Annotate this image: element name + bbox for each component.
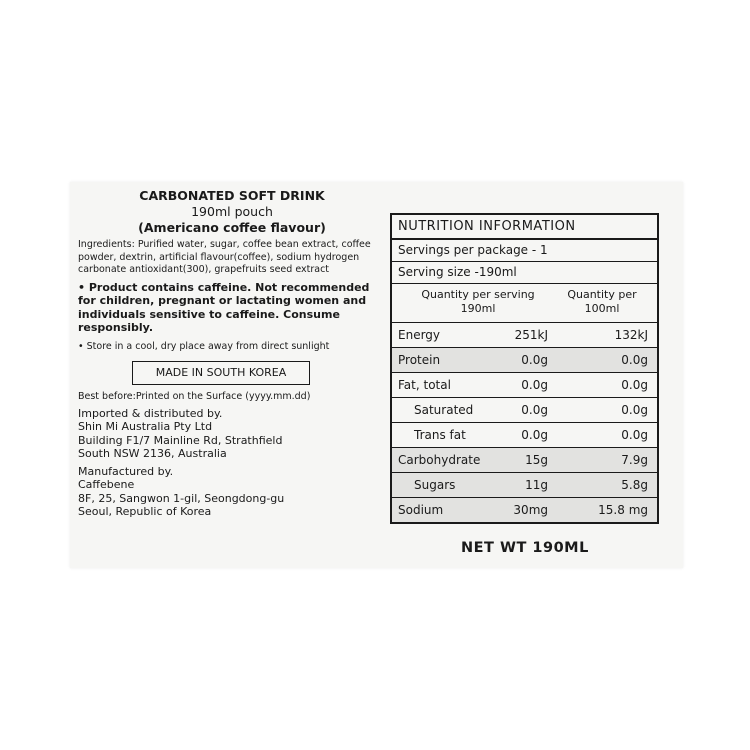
manufacturer-line: Seoul, Republic of Korea <box>78 505 212 518</box>
per-serving-header <box>412 288 544 316</box>
per-100ml-value: 7.9g <box>621 453 648 467</box>
per-serving-value: 15g <box>525 453 548 467</box>
manufacturer-line: Manufactured by. <box>78 464 174 478</box>
per-serving-value: 0.0g <box>521 403 548 417</box>
per-serving-value: 30mg <box>513 503 548 517</box>
per-100ml-value: 15.8 mg <box>598 503 648 517</box>
nutrition-column-header <box>392 284 657 323</box>
per-100ml-value: 0.0g <box>621 403 648 417</box>
importer-block <box>78 407 386 461</box>
per-serving-header-sub: 190ml <box>460 302 496 315</box>
nutrition-row-protein <box>392 348 657 373</box>
per-serving-value: 251kJ <box>514 328 548 342</box>
made-in-badge: MADE IN SOUTH KOREA <box>132 361 310 385</box>
nutrition-row-trans-fat <box>392 423 657 448</box>
per-serving-value: 0.0g <box>521 428 548 442</box>
nutrient-name: Saturated <box>414 403 474 417</box>
per-serving-value: 0.0g <box>521 378 548 392</box>
nutrition-row-carbohydrate <box>392 448 657 473</box>
nutrient-name: Carbohydrate <box>398 453 481 467</box>
label-left-panel <box>78 188 386 519</box>
caffeine-warning: • Product contains caffeine. Not recommended for children, pregnant or lactating women and individuals sensitive to caffeine. Consume responsibly. <box>78 280 370 334</box>
per-100ml-value: 5.8g <box>621 478 648 492</box>
nutrition-row-sugars <box>392 473 657 498</box>
serving-size: Serving size -190ml <box>392 262 657 284</box>
nutrient-name: Fat, total <box>398 378 451 392</box>
per-100ml-header-label: Quantity per <box>567 288 637 301</box>
per-serving-value: 11g <box>525 478 548 492</box>
product-type-title: CARBONATED SOFT DRINK <box>139 188 325 203</box>
per-100ml-value: 132kJ <box>614 328 648 342</box>
net-weight: NET WT 190ML <box>461 540 589 556</box>
product-size: 190ml pouch <box>191 204 273 219</box>
nutrition-row-energy <box>392 323 657 348</box>
importer-line: Shin Mi Australia Pty Ltd <box>78 420 213 433</box>
nutrient-name: Sugars <box>414 478 456 492</box>
nutrient-name: Energy <box>398 328 441 342</box>
storage-instructions: • Store in a cool, dry place away from direct sunlight <box>78 340 330 352</box>
importer-line: South NSW 2136, Australia <box>78 447 227 460</box>
nutrient-name: Sodium <box>398 503 444 517</box>
product-flavour: (Americano coffee flavour) <box>138 220 326 235</box>
manufacturer-block <box>78 465 386 519</box>
per-100ml-header-sub: 100ml <box>584 302 620 315</box>
nutrition-title: NUTRITION INFORMATION <box>392 215 657 240</box>
manufacturer-line: 8F, 25, Sangwon 1-gil, Seongdong-gu <box>78 491 285 505</box>
per-100ml-value: 0.0g <box>621 428 648 442</box>
nutrient-name: Protein <box>398 353 441 367</box>
per-serving-value: 0.0g <box>521 353 548 367</box>
manufacturer-line: Caffebene <box>78 478 135 491</box>
per-100ml-value: 0.0g <box>621 378 648 392</box>
importer-line: Imported & distributed by. <box>78 406 223 420</box>
best-before-text: Best before:Printed on the Surface (yyyy.mm.dd) <box>78 390 311 402</box>
nutrition-table <box>390 213 659 524</box>
nutrition-row-saturated <box>392 398 657 423</box>
importer-line: Building F1/7 Mainline Rd, Strathfield <box>78 433 283 447</box>
nutrient-name: Trans fat <box>414 428 466 442</box>
product-label <box>70 182 683 568</box>
ingredients-text: Ingredients: Purified water, sugar, coffee bean extract, coffee powder, dextrin, artificial flavour(coffee), sodium hydrogen carbonate antioxidant(300), grapefruits seed extract <box>78 239 371 275</box>
per-serving-header-label: Quantity per serving <box>421 288 535 301</box>
servings-per-package: Servings per package - 1 <box>392 240 657 262</box>
per-100ml-header <box>552 288 652 316</box>
nutrition-row-sodium <box>392 498 657 522</box>
per-100ml-value: 0.0g <box>621 353 648 367</box>
nutrition-row-fat-total <box>392 373 657 398</box>
